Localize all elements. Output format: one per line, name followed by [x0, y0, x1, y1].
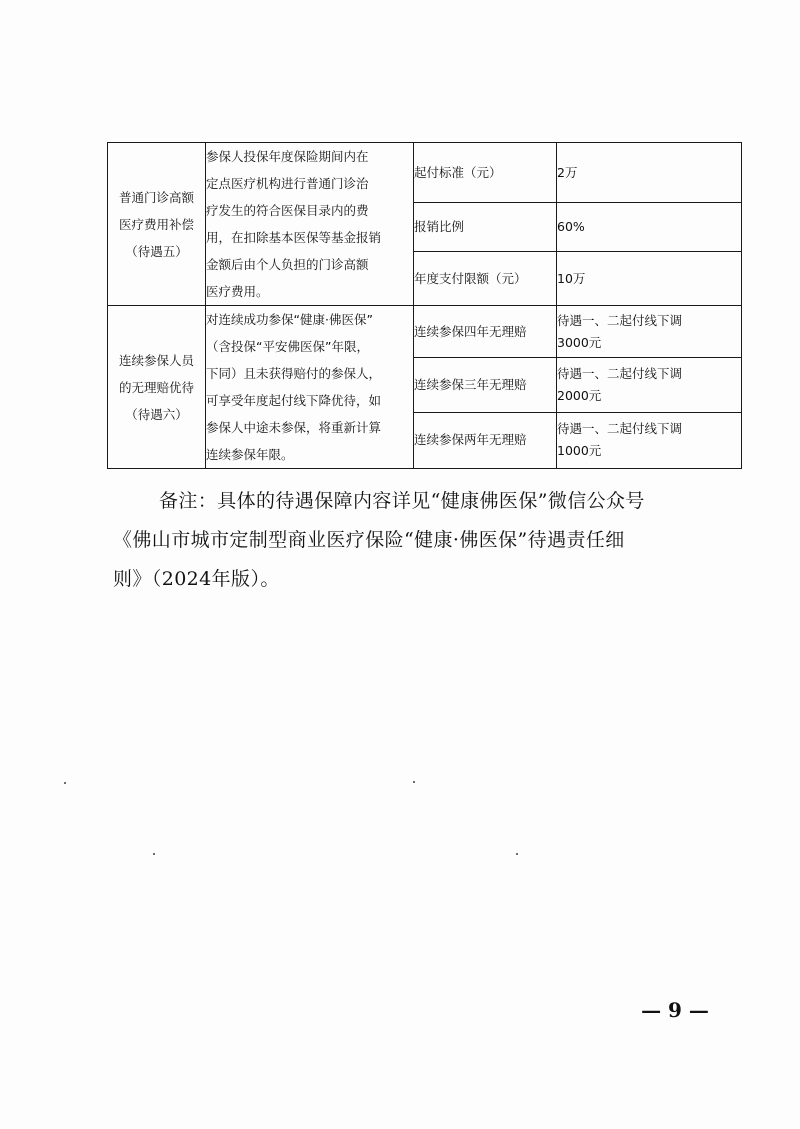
- description-line: 下同）且未获得赔付的参保人，: [206, 366, 382, 381]
- benefit-name-line: （待遇六）: [125, 406, 188, 422]
- description-line: 定点医疗机构进行普通门诊治: [206, 176, 369, 191]
- benefit-name-line: 普通门诊高额: [118, 189, 194, 205]
- item-label-cell: 年度支付限额（元）: [414, 252, 557, 306]
- item-value-cell: [557, 412, 742, 468]
- benefit-description-cell: [206, 306, 414, 469]
- value-line: 3000元: [557, 334, 602, 350]
- benefit-name-cell: [108, 306, 206, 469]
- description-line: 医疗费用。: [206, 284, 269, 299]
- description-line: 金额后由个人负担的门诊高额: [206, 257, 369, 272]
- value-line: 待遇一、二起付线下调: [557, 312, 683, 328]
- description-line: 参保人中途未参保，将重新计算: [206, 420, 382, 435]
- scan-speck: [153, 853, 155, 855]
- benefit-name-line: 医疗费用补偿: [118, 216, 194, 232]
- description-line: 对连续成功参保“健康·佛医保”: [206, 312, 373, 327]
- description-line: 疗发生的符合医保目录内的费: [206, 203, 369, 218]
- value-line: 待遇一、二起付线下调: [557, 421, 683, 437]
- item-label-cell: 报销比例: [414, 203, 557, 252]
- benefit-name-line: 连续参保人员: [118, 352, 194, 368]
- item-value-cell: 60%: [557, 203, 742, 252]
- value-line: 待遇一、二起付线下调: [557, 365, 683, 381]
- item-value-cell: 2万: [557, 143, 742, 203]
- description-line: 参保人投保年度保险期间内在: [206, 149, 369, 164]
- item-label-cell: 连续参保三年无理赔: [414, 358, 557, 412]
- item-label-cell: 起付标准（元）: [414, 143, 557, 203]
- remark-line: 《佛山市城市定制型商业医疗保险“健康·佛医保”待遇责任细: [113, 529, 625, 551]
- scan-speck: [516, 853, 518, 855]
- description-line: 可享受年度起付线下降优待，如: [206, 393, 382, 408]
- item-value-cell: 10万: [557, 252, 742, 306]
- remark-line: 备注：具体的待遇保障内容详见“健康佛医保”微信公众号: [159, 490, 645, 512]
- description-line: 连续参保年限。: [206, 447, 294, 462]
- remark-line: 则》（2024年版）。: [113, 568, 280, 590]
- page-number: — 9 —: [641, 998, 709, 1022]
- benefits-table: [107, 142, 742, 469]
- benefit-name-cell: [108, 143, 206, 306]
- item-value-cell: [557, 306, 742, 358]
- item-value-cell: [557, 358, 742, 412]
- scan-speck: [64, 782, 66, 784]
- value-line: 1000元: [557, 443, 602, 459]
- item-label-cell: 连续参保两年无理赔: [414, 412, 557, 468]
- description-line: （含投保“平安佛医保”年限，: [206, 339, 369, 354]
- scan-speck: [413, 781, 415, 783]
- remark-paragraph: [113, 482, 713, 599]
- benefit-description-cell: [206, 143, 414, 306]
- item-label-cell: 连续参保四年无理赔: [414, 306, 557, 358]
- benefit-name-line: 的无理赔优待: [118, 379, 194, 395]
- value-line: 2000元: [557, 387, 602, 403]
- benefit-name-line: （待遇五）: [125, 243, 188, 259]
- table-row: [108, 306, 742, 358]
- table-row: [108, 143, 742, 203]
- description-line: 用，在扣除基本医保等基金报销: [206, 230, 382, 245]
